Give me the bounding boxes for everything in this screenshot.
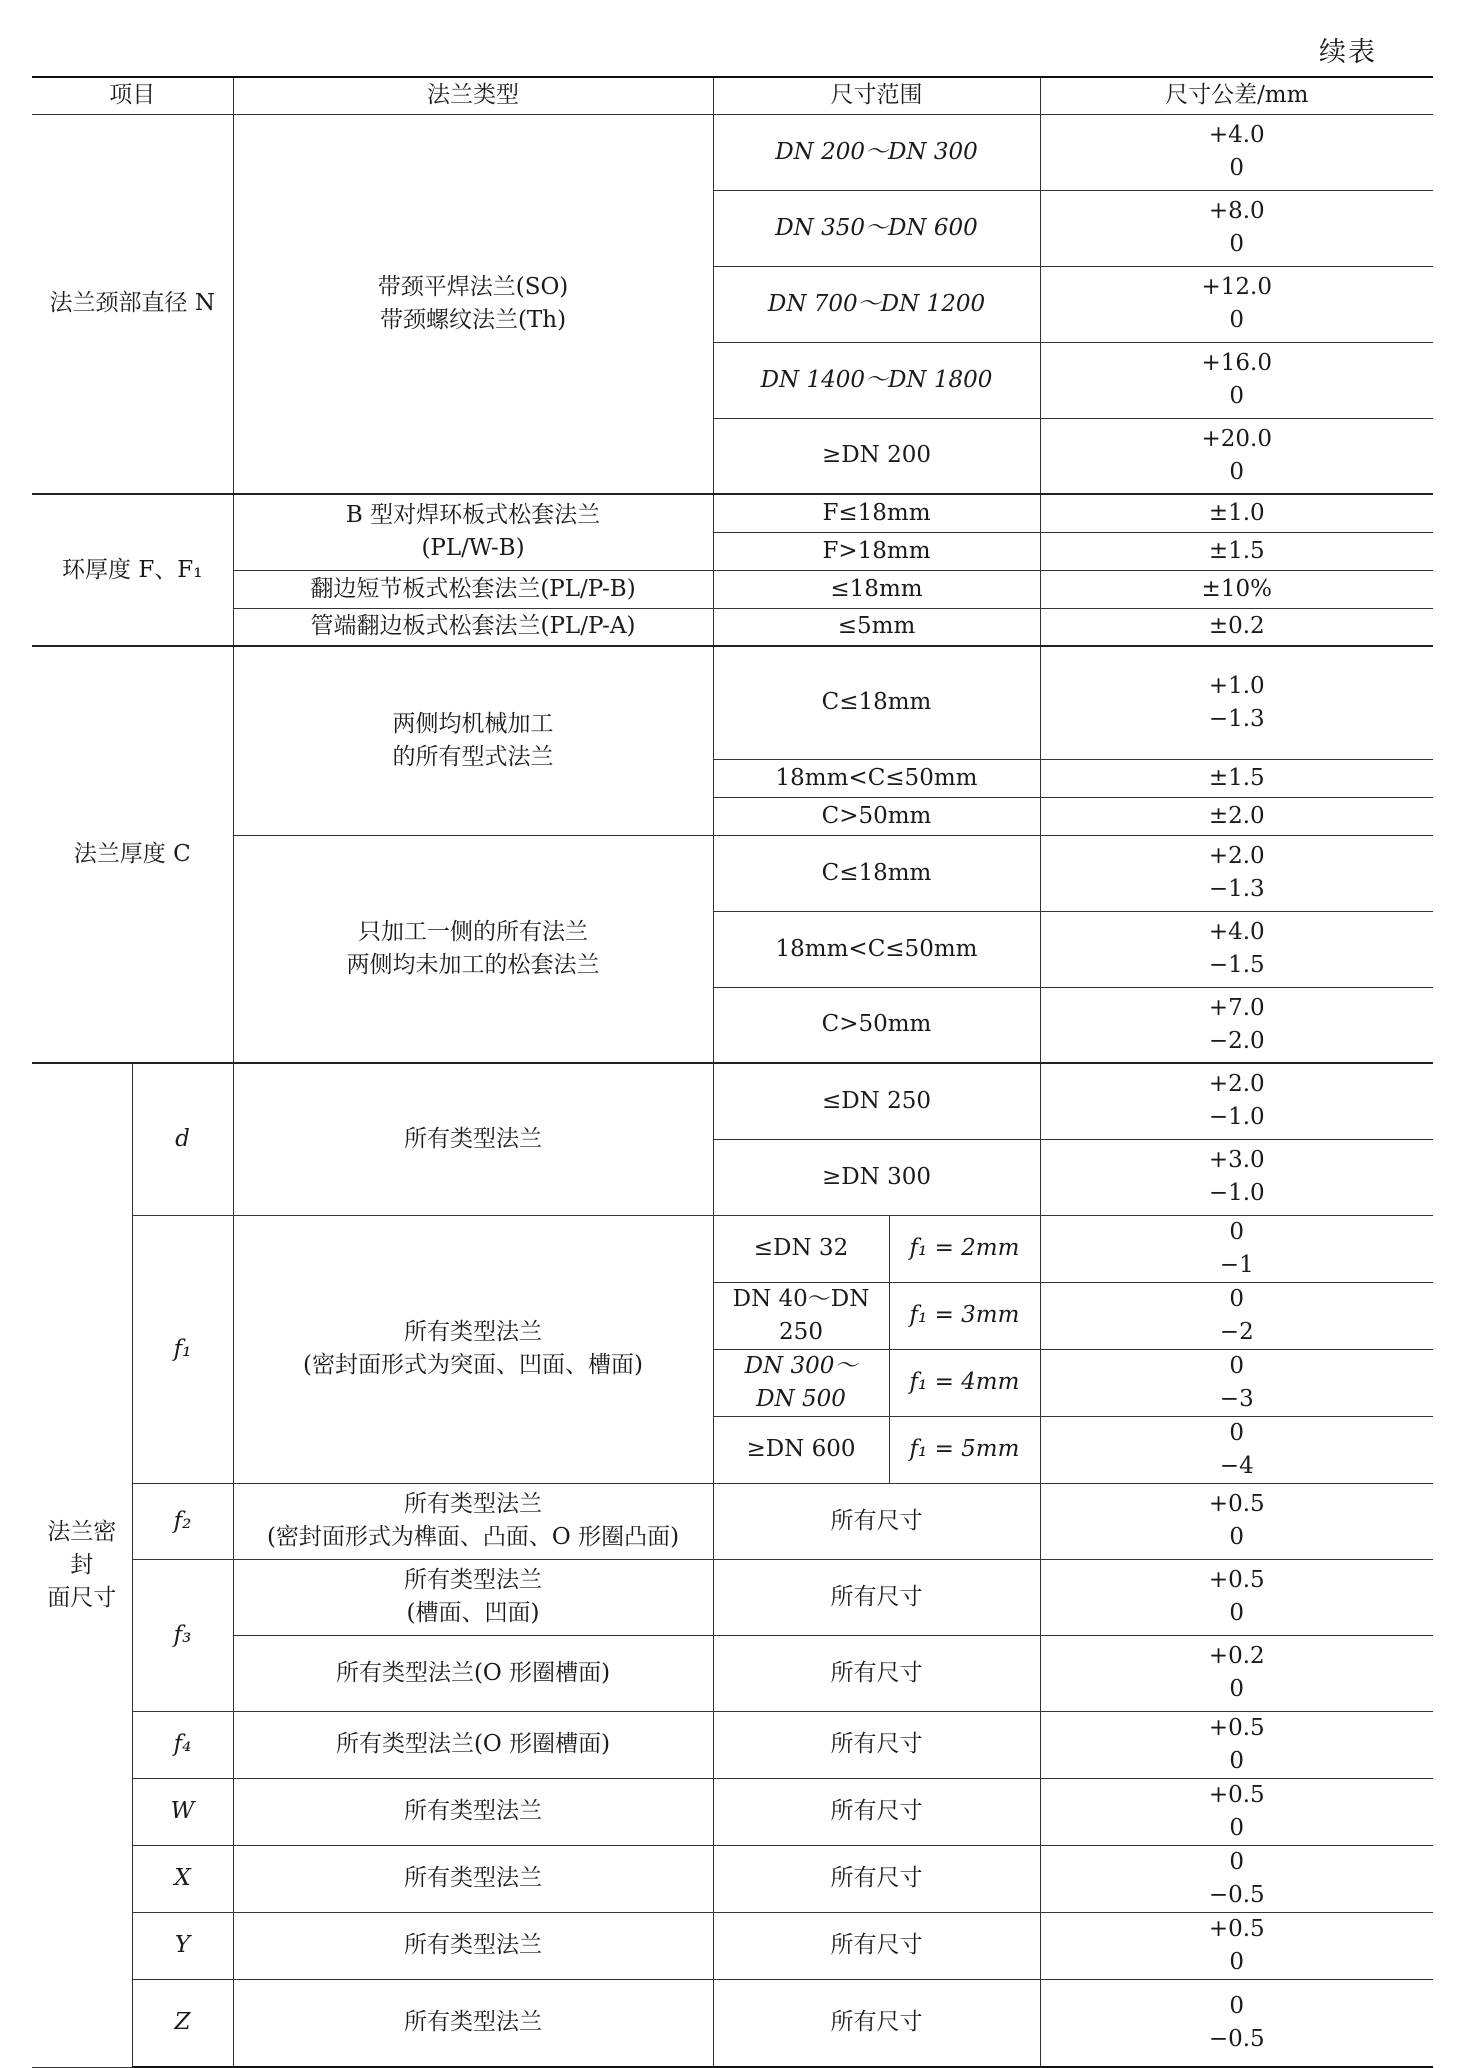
size-range: 18mm<C≤50mm <box>713 759 1040 797</box>
tolerance: ±0.2 <box>1040 608 1433 646</box>
size-range: 所有尺寸 <box>713 1559 1040 1635</box>
size-range: ≤18mm <box>713 570 1040 608</box>
table-row <box>32 570 1433 608</box>
tolerance: +16.0 0 <box>1040 342 1433 418</box>
table-row <box>32 1063 1433 1139</box>
f1-value: f₁ = 4mm <box>889 1349 1040 1416</box>
item-sealing-face: 法兰密封 面尺寸 <box>32 1063 132 2067</box>
size-range: 所有尺寸 <box>713 1635 1040 1711</box>
tolerance: +0.5 0 <box>1040 1483 1433 1559</box>
tolerance: +0.5 0 <box>1040 1778 1433 1845</box>
f3-flange-type: 所有类型法兰 (槽面、凹面) <box>233 1559 713 1635</box>
tolerance: +20.0 0 <box>1040 418 1433 494</box>
table-row <box>32 1979 1433 2067</box>
tolerance: ±1.0 <box>1040 494 1433 532</box>
tolerance: +2.0 −1.3 <box>1040 835 1433 911</box>
f1-value: f₁ = 2mm <box>889 1215 1040 1282</box>
tolerance: ±10% <box>1040 570 1433 608</box>
table-row <box>32 1215 1433 1282</box>
size-range: C≤18mm <box>713 646 1040 759</box>
table-row <box>32 1559 1433 1635</box>
sub-item-x: X <box>132 1845 233 1912</box>
tolerance: 0 −1 <box>1040 1215 1433 1282</box>
tolerance: +12.0 0 <box>1040 266 1433 342</box>
f2-flange-type: 所有类型法兰 (密封面形式为榫面、凸面、O 形圈凸面) <box>233 1483 713 1559</box>
item-neck-diameter: 法兰颈部直径 N <box>32 114 233 494</box>
size-range: DN 350～DN 600 <box>713 190 1040 266</box>
ring-flange-type-pb: 翻边短节板式松套法兰(PL/P-B) <box>233 570 713 608</box>
tolerance: ±2.0 <box>1040 797 1433 835</box>
size-range: DN 300～ DN 500 <box>713 1349 889 1416</box>
tolerance: +0.5 0 <box>1040 1559 1433 1635</box>
size-range: DN 200～DN 300 <box>713 114 1040 190</box>
thickness-type-unmachined: 只加工一侧的所有法兰 两侧均未加工的松套法兰 <box>233 835 713 1063</box>
sub-item-f2: f₂ <box>132 1483 233 1559</box>
tolerance: +4.0 0 <box>1040 114 1433 190</box>
tolerance: +0.2 0 <box>1040 1635 1433 1711</box>
sub-item-d: d <box>132 1063 233 1215</box>
sub-item-f4: f₄ <box>132 1711 233 1778</box>
size-range: 所有尺寸 <box>713 1912 1040 1979</box>
d-flange-type: 所有类型法兰 <box>233 1063 713 1215</box>
neck-flange-type: 带颈平焊法兰(SO) 带颈螺纹法兰(Th) <box>233 114 713 494</box>
size-range: C>50mm <box>713 987 1040 1063</box>
f3-flange-type: 所有类型法兰(O 形圈槽面) <box>233 1635 713 1711</box>
size-range: 所有尺寸 <box>713 1979 1040 2067</box>
size-range: ≥DN 300 <box>713 1139 1040 1215</box>
tolerance: ±1.5 <box>1040 759 1433 797</box>
x-flange-type: 所有类型法兰 <box>233 1845 713 1912</box>
tolerance: +1.0 −1.3 <box>1040 646 1433 759</box>
f4-flange-type: 所有类型法兰(O 形圈槽面) <box>233 1711 713 1778</box>
item-flange-thickness: 法兰厚度 C <box>32 646 233 1063</box>
tolerance: +7.0 −2.0 <box>1040 987 1433 1063</box>
tolerance: +0.5 0 <box>1040 1912 1433 1979</box>
size-range: F>18mm <box>713 532 1040 570</box>
z-flange-type: 所有类型法兰 <box>233 1979 713 2067</box>
tolerance: +4.0 −1.5 <box>1040 911 1433 987</box>
sub-item-y: Y <box>132 1912 233 1979</box>
table-row <box>32 646 1433 759</box>
size-range: DN 700～DN 1200 <box>713 266 1040 342</box>
item-ring-thickness: 环厚度 F、F₁ <box>32 494 233 646</box>
size-range: 所有尺寸 <box>713 1711 1040 1778</box>
table-row <box>32 114 1433 190</box>
table-continued-caption: 续表 <box>1319 37 1377 68</box>
header-flange-type: 法兰类型 <box>233 77 713 114</box>
tolerance: 0 −0.5 <box>1040 1979 1433 2067</box>
header-item: 项目 <box>32 77 233 114</box>
tolerance: +8.0 0 <box>1040 190 1433 266</box>
sub-item-z: Z <box>132 1979 233 2067</box>
size-range: F≤18mm <box>713 494 1040 532</box>
size-range: 所有尺寸 <box>713 1845 1040 1912</box>
tolerance: 0 −3 <box>1040 1349 1433 1416</box>
table-row <box>32 835 1433 911</box>
table-row <box>32 608 1433 646</box>
tolerance: +2.0 −1.0 <box>1040 1063 1433 1139</box>
tolerance: +0.5 0 <box>1040 1711 1433 1778</box>
tolerance: 0 −0.5 <box>1040 1845 1433 1912</box>
size-range: ≤DN 250 <box>713 1063 1040 1139</box>
sub-item-f3: f₃ <box>132 1559 233 1711</box>
size-range: ≥DN 600 <box>713 1416 889 1483</box>
size-range: C≤18mm <box>713 835 1040 911</box>
f1-value: f₁ = 3mm <box>889 1282 1040 1349</box>
table-row <box>32 1483 1433 1559</box>
table-row <box>32 1778 1433 1845</box>
header-row <box>32 77 1433 114</box>
size-range: 所有尺寸 <box>713 1483 1040 1559</box>
tolerance: ±1.5 <box>1040 532 1433 570</box>
ring-flange-type-b: B 型对焊环板式松套法兰 (PL/W-B) <box>233 494 713 570</box>
tolerance: +3.0 −1.0 <box>1040 1139 1433 1215</box>
header-tolerance: 尺寸公差/mm <box>1040 77 1433 114</box>
table-row <box>32 1635 1433 1711</box>
size-range: 18mm<C≤50mm <box>713 911 1040 987</box>
f1-flange-type: 所有类型法兰 (密封面形式为突面、凹面、槽面) <box>233 1215 713 1483</box>
y-flange-type: 所有类型法兰 <box>233 1912 713 1979</box>
size-range: ≤DN 32 <box>713 1215 889 1282</box>
sub-item-f1: f₁ <box>132 1215 233 1483</box>
size-range: 所有尺寸 <box>713 1778 1040 1845</box>
w-flange-type: 所有类型法兰 <box>233 1778 713 1845</box>
table-row <box>32 1845 1433 1912</box>
f1-value: f₁ = 5mm <box>889 1416 1040 1483</box>
flange-tolerance-table <box>32 76 1433 2068</box>
size-range: C>50mm <box>713 797 1040 835</box>
thickness-type-machined: 两侧均机械加工 的所有型式法兰 <box>233 646 713 835</box>
ring-flange-type-pa: 管端翻边板式松套法兰(PL/P-A) <box>233 608 713 646</box>
size-range: DN 1400～DN 1800 <box>713 342 1040 418</box>
size-range: ≤5mm <box>713 608 1040 646</box>
sub-item-w: W <box>132 1778 233 1845</box>
size-range: ≥DN 200 <box>713 418 1040 494</box>
size-range: DN 40～DN 250 <box>713 1282 889 1349</box>
table-row <box>32 494 1433 532</box>
tolerance: 0 −2 <box>1040 1282 1433 1349</box>
header-size-range: 尺寸范围 <box>713 77 1040 114</box>
table-row <box>32 1912 1433 1979</box>
tolerance: 0 −4 <box>1040 1416 1433 1483</box>
table-row <box>32 1711 1433 1778</box>
